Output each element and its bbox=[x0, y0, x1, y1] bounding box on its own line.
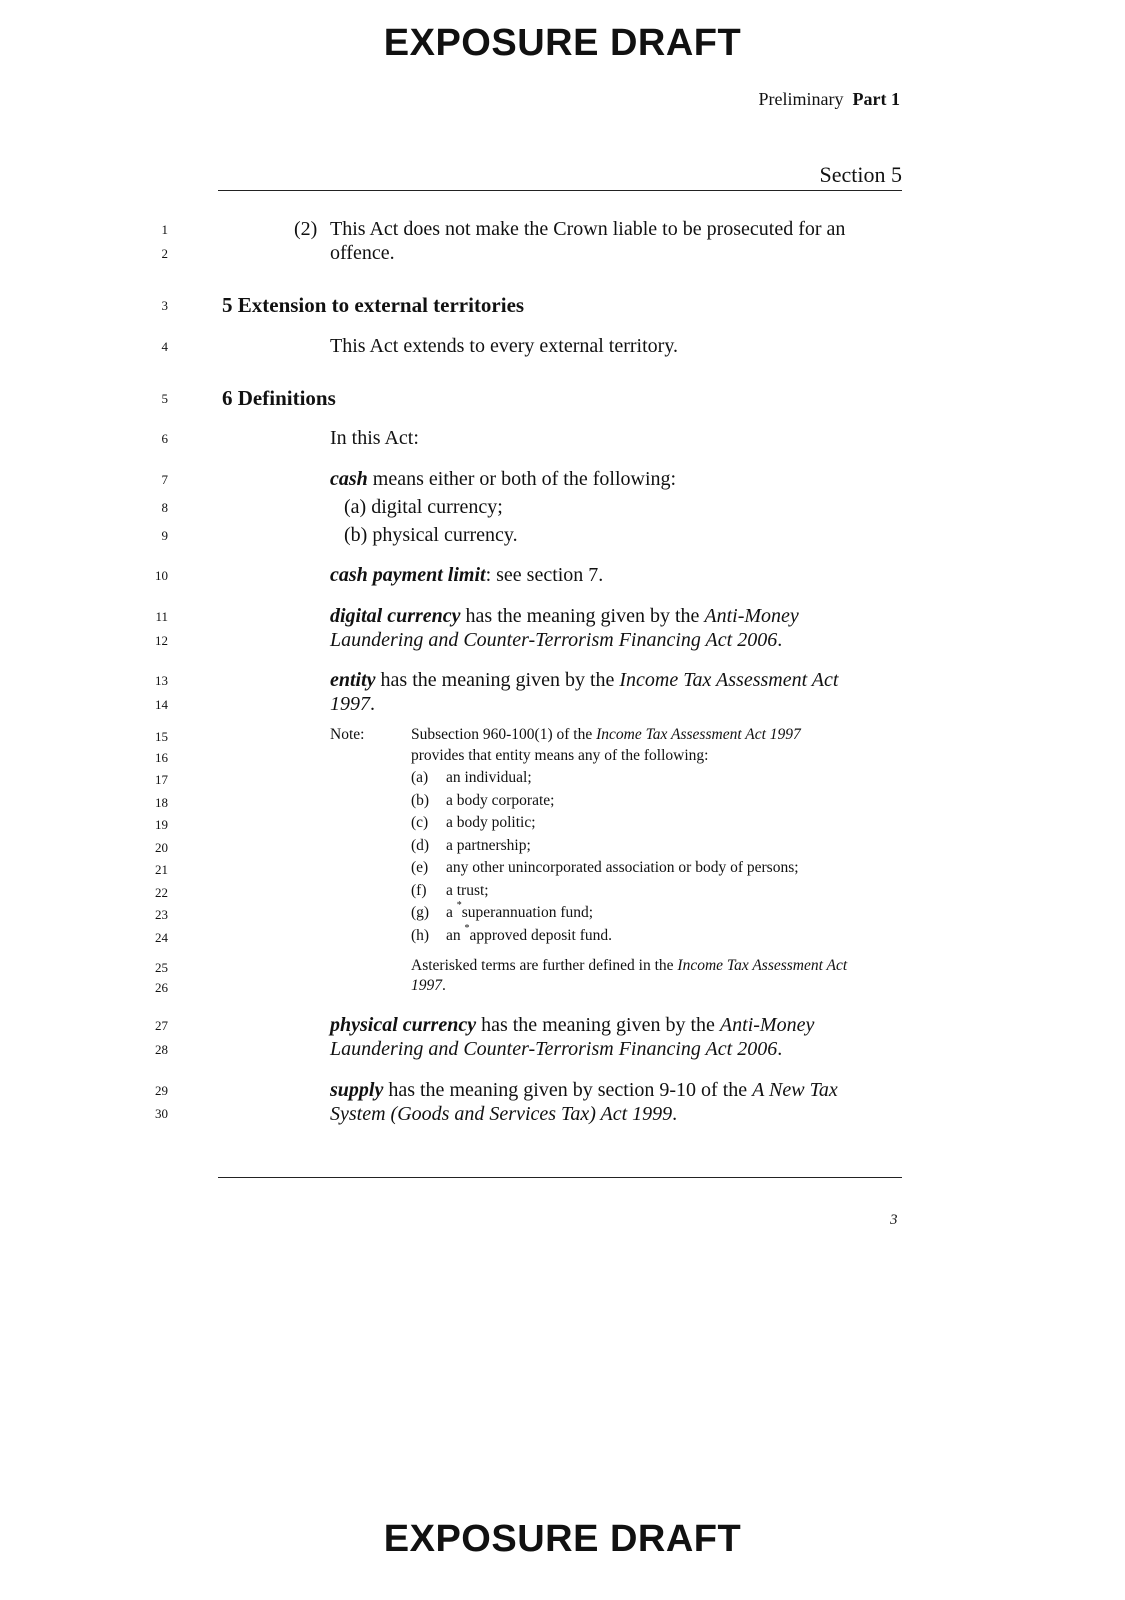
line-number: 26 bbox=[155, 980, 168, 995]
line-number: 7 bbox=[161, 472, 168, 487]
definition-text: has the meaning given by the bbox=[476, 1014, 720, 1036]
line-number: 23 bbox=[155, 907, 168, 922]
definition-supply bbox=[330, 1079, 838, 1102]
line-number: 29 bbox=[155, 1083, 168, 1098]
note-item: any other unincorporated association or body of persons; bbox=[446, 859, 799, 876]
line-number: 24 bbox=[155, 930, 168, 945]
act-title: Laundering and Counter-Terrorism Financing Act 2006 bbox=[330, 1038, 778, 1060]
definition-cash-payment-limit bbox=[330, 564, 603, 587]
definition-end: . bbox=[672, 1103, 678, 1125]
exposure-draft-banner-top: EXPOSURE DRAFT bbox=[383, 22, 742, 64]
line-number: 27 bbox=[155, 1018, 168, 1033]
note-item: an *approved deposit fund. bbox=[446, 923, 612, 944]
definitions-intro: In this Act: bbox=[330, 427, 419, 449]
defined-term: physical currency bbox=[330, 1014, 477, 1036]
act-title: 1997 bbox=[330, 693, 370, 715]
act-title: Income Tax Assessment Act bbox=[677, 957, 848, 974]
defined-term: entity bbox=[330, 669, 376, 691]
line-number: 18 bbox=[155, 795, 168, 810]
asterisk-note-line1: Asterisked terms are further defined in the Income Tax Assessment Act bbox=[411, 957, 848, 974]
act-title: System (Goods and Services Tax) Act 1999 bbox=[330, 1103, 673, 1125]
line-number: 19 bbox=[155, 817, 168, 832]
definition-physical-currency-line2 bbox=[330, 1038, 782, 1061]
definition-text: means either or both of the following: bbox=[367, 468, 677, 490]
subsection-text-line2: offence. bbox=[330, 242, 395, 264]
line-number: 12 bbox=[155, 633, 168, 648]
note-item: a *superannuation fund; bbox=[446, 900, 594, 921]
line-number: 22 bbox=[155, 885, 168, 900]
line-number: 6 bbox=[161, 431, 168, 446]
defined-term: digital currency bbox=[330, 605, 461, 627]
note-item-key: (h) bbox=[411, 927, 430, 944]
section-header: Section 5 bbox=[819, 162, 902, 187]
act-title: Anti-Money bbox=[704, 605, 799, 627]
definition-cash-item-b: (b) physical currency. bbox=[344, 524, 518, 546]
note-item-key: (f) bbox=[411, 882, 427, 899]
subsection-text-line1: This Act does not make the Crown liable to be prosecuted for an bbox=[330, 218, 846, 240]
defined-term: supply bbox=[330, 1079, 384, 1101]
line-number: 8 bbox=[161, 500, 168, 515]
act-title: A New Tax bbox=[752, 1079, 838, 1101]
note-item: a partnership; bbox=[446, 837, 531, 854]
act-title: Income Tax Assessment Act bbox=[619, 669, 839, 691]
line-number: 14 bbox=[155, 697, 168, 712]
definition-cash-item-a: (a) digital currency; bbox=[344, 496, 503, 518]
act-title: Laundering and Counter-Terrorism Financing Act 2006 bbox=[330, 629, 778, 651]
line-number: 16 bbox=[155, 750, 168, 765]
line-number: 5 bbox=[161, 391, 168, 406]
line-number: 30 bbox=[155, 1106, 168, 1121]
definition-physical-currency bbox=[330, 1014, 814, 1037]
line-number: 25 bbox=[155, 960, 168, 975]
definition-text: : see section 7. bbox=[485, 564, 604, 586]
line-number: 3 bbox=[161, 298, 168, 313]
line-number: 10 bbox=[155, 568, 168, 583]
definition-entity bbox=[330, 669, 838, 692]
line-number: 9 bbox=[161, 528, 168, 543]
defined-term: cash payment limit bbox=[330, 564, 486, 586]
note-item-key: (d) bbox=[411, 837, 430, 854]
note-text: Subsection 960-100(1) of the bbox=[411, 726, 597, 743]
part-name: Preliminary bbox=[758, 89, 844, 109]
section-5-heading: 5 Extension to external territories bbox=[222, 293, 525, 317]
section-6-heading: 6 Definitions bbox=[222, 386, 336, 410]
note-item-key: (e) bbox=[411, 859, 429, 876]
line-number: 2 bbox=[161, 246, 168, 261]
note-item: a trust; bbox=[446, 882, 489, 899]
definition-cash bbox=[330, 468, 676, 491]
exposure-draft-banner-bottom: EXPOSURE DRAFT bbox=[383, 1518, 742, 1560]
note-item: an individual; bbox=[446, 769, 532, 786]
line-number: 15 bbox=[155, 729, 168, 744]
definition-end: . bbox=[777, 629, 783, 651]
note-label: Note: bbox=[330, 726, 365, 743]
note-item: a body politic; bbox=[446, 814, 536, 831]
definition-digital-currency bbox=[330, 605, 799, 628]
note-item-key: (a) bbox=[411, 769, 429, 786]
line-number: 13 bbox=[155, 673, 168, 688]
running-header bbox=[759, 89, 900, 110]
defined-term: cash bbox=[330, 468, 368, 490]
line-number: 1 bbox=[161, 222, 168, 237]
act-title: Anti-Money bbox=[719, 1014, 815, 1036]
definition-digital-currency-line2 bbox=[330, 629, 782, 652]
definition-supply-line2 bbox=[330, 1103, 677, 1126]
line-number: 17 bbox=[155, 772, 168, 787]
act-title: 1997 bbox=[411, 977, 442, 994]
part-label: Part 1 bbox=[852, 89, 900, 109]
definition-end: . bbox=[370, 693, 375, 715]
definition-end: . bbox=[777, 1038, 783, 1060]
header-rule bbox=[218, 190, 902, 191]
note-item-key: (c) bbox=[411, 814, 429, 831]
definition-entity-line2 bbox=[330, 693, 375, 716]
act-title: Income Tax Assessment Act 1997 bbox=[596, 726, 801, 743]
note-line2: provides that entity means any of the following: bbox=[411, 747, 709, 764]
note-item-key: (g) bbox=[411, 904, 430, 921]
note-line1 bbox=[411, 726, 801, 744]
line-number: 4 bbox=[161, 339, 168, 354]
line-number: 28 bbox=[155, 1042, 168, 1057]
line-number: 20 bbox=[155, 840, 168, 855]
line-number: 11 bbox=[155, 609, 168, 624]
definition-text: has the meaning given by the bbox=[460, 605, 705, 627]
definition-text: has the meaning given by section 9-10 of the bbox=[383, 1079, 753, 1101]
line-number: 21 bbox=[155, 862, 168, 877]
note-item: a body corporate; bbox=[446, 792, 555, 809]
footer-rule bbox=[218, 1177, 902, 1178]
definition-text: has the meaning given by the bbox=[375, 669, 620, 691]
subsection-number: (2) bbox=[294, 218, 318, 240]
note-item-key: (b) bbox=[411, 792, 430, 809]
section-5-text: This Act extends to every external territory. bbox=[330, 335, 679, 357]
asterisk-note-line2: 1997. bbox=[411, 977, 446, 994]
page-number: 3 bbox=[890, 1212, 898, 1228]
